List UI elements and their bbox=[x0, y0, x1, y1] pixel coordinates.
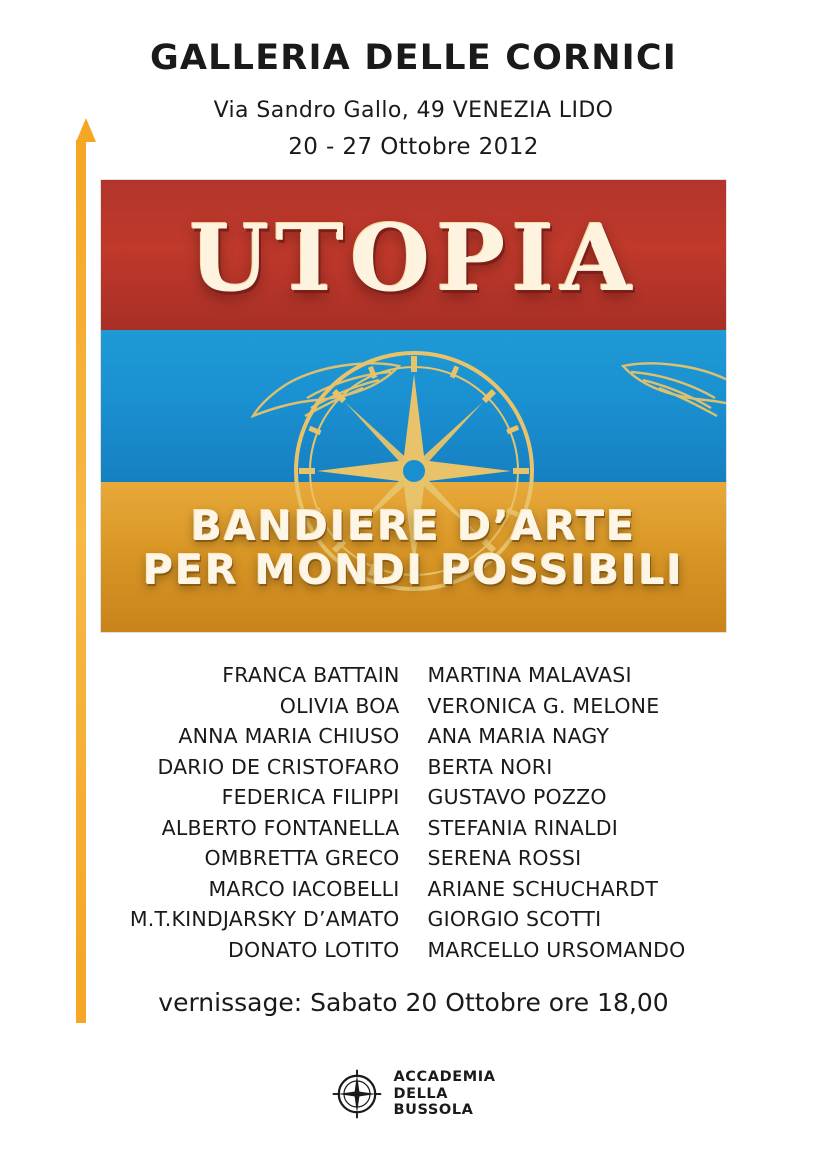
artist-column-right bbox=[428, 660, 727, 965]
list-item: VERONICA G. MELONE bbox=[427, 693, 660, 718]
artist-list bbox=[101, 660, 726, 965]
gallery-address: Via Sandro Gallo, 49 VENEZIA LIDO bbox=[213, 98, 614, 123]
logo-line-2: DELLA bbox=[393, 1085, 449, 1102]
list-item: ALBERTO FONTANELLA bbox=[161, 815, 400, 840]
logo-line-1: ACCADEMIA bbox=[393, 1069, 496, 1086]
flag-title: UTOPIA bbox=[189, 204, 638, 312]
logo-line-3: BUSSOLA bbox=[393, 1102, 474, 1119]
list-item: GUSTAVO POZZO bbox=[427, 785, 607, 809]
flag-subtitle-line2: PER MONDI POSSIBILI bbox=[143, 546, 684, 594]
list-item: SERENA ROSSI bbox=[427, 846, 582, 870]
list-item: ANNA MARIA CHIUSO bbox=[178, 724, 400, 748]
list-item: M.T.KINDJARSKY D’AMATO bbox=[129, 907, 400, 931]
list-item: OMBRETTA GRECO bbox=[204, 846, 400, 870]
artist-column-left bbox=[101, 660, 400, 965]
left-decorative-bar bbox=[76, 118, 96, 1023]
list-item: ARIANE SCHUCHARDT bbox=[427, 876, 659, 901]
list-item: BERTA NORI bbox=[427, 754, 553, 779]
list-item: ANA MARIA NAGY bbox=[427, 724, 610, 748]
exhibition-dates: 20 - 27 Ottobre 2012 bbox=[288, 134, 539, 160]
compass-rose-icon bbox=[331, 1068, 383, 1120]
list-item: DONATO LOTITO bbox=[227, 937, 400, 962]
page-title: GALLERIA DELLE CORNICI bbox=[149, 38, 678, 78]
list-item: GIORGIO SCOTTI bbox=[427, 907, 602, 931]
list-item: MARCO IACOBELLI bbox=[208, 876, 400, 901]
footer-logo bbox=[0, 1068, 827, 1120]
wing-right-icon bbox=[621, 358, 726, 428]
list-item: FRANCA BATTAIN bbox=[222, 663, 400, 687]
arrow-up-icon bbox=[76, 118, 96, 142]
logo-text bbox=[393, 1069, 495, 1119]
vernissage-text: vernissage: Sabato 20 Ottobre ore 18,00 bbox=[158, 988, 669, 1017]
list-item: OLIVIA BOA bbox=[279, 693, 400, 718]
flag-subtitle-line1: BANDIERE D’ARTE bbox=[190, 502, 637, 550]
list-item: DARIO DE CRISTOFARO bbox=[157, 754, 400, 779]
list-item: MARTINA MALAVASI bbox=[427, 663, 632, 687]
list-item: STEFANIA RINALDI bbox=[427, 815, 618, 840]
flag-artwork bbox=[101, 180, 726, 632]
list-item: FEDERICA FILIPPI bbox=[221, 785, 400, 809]
bar-stem bbox=[76, 140, 86, 1023]
list-item: MARCELLO URSOMANDO bbox=[427, 937, 686, 962]
